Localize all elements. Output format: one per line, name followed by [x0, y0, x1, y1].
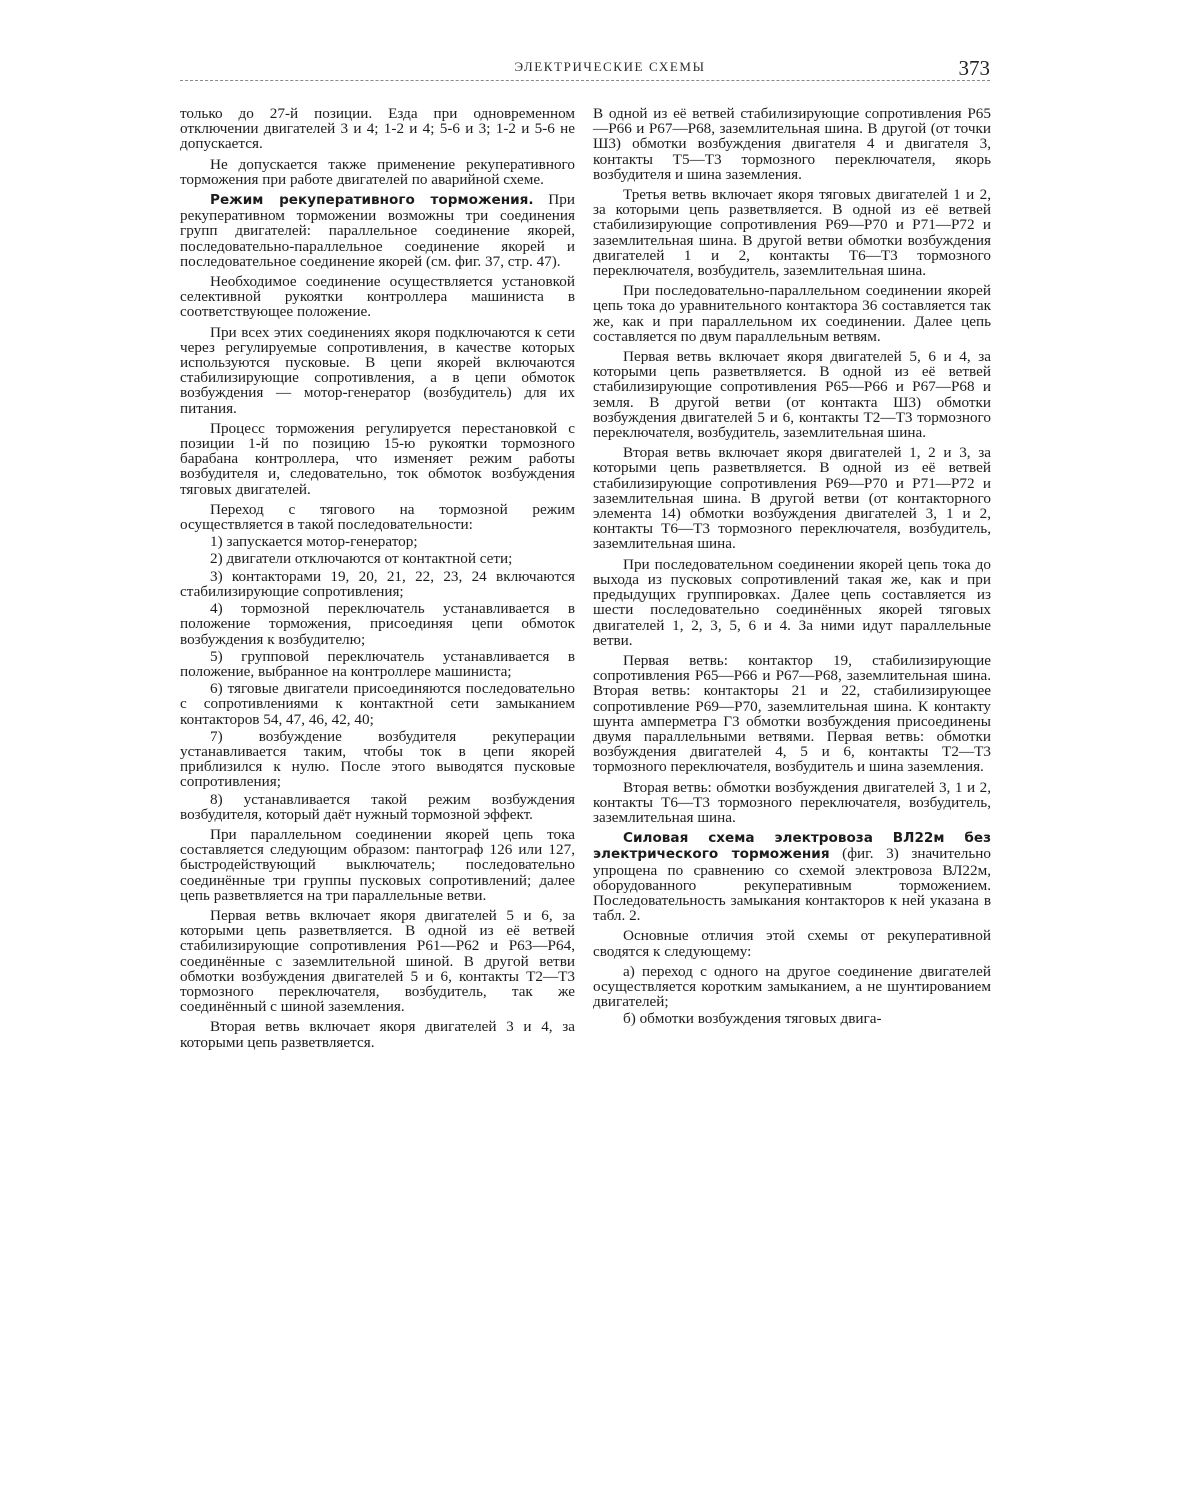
list-item: а) переход с одного на другое соединение двигателей осуществляется коротким замыканием, а не шунтированием двигателей; [593, 962, 991, 1011]
running-head [180, 56, 990, 86]
list-item: 5) групповой переключатель устанавливается в положение, выбранное на контроллере машиниста; [180, 647, 575, 680]
paragraph: Основные отличия этой схемы от рекуперативной сводятся к следующему: [593, 927, 991, 960]
list-item: 4) тормозной переключатель устанавливается в положение торможения, присоединяя цепи обмоток возбуждения к возбудителю; [180, 600, 575, 648]
header-rule [180, 80, 990, 81]
paragraph-text: (фиг. 3) значительно упрощена по сравнению со схемой электровоза ВЛ22м, оборудованного рекуперативным торможением. Последовательность замыкания контакторов к ней указана в табл. 2. [593, 845, 991, 925]
paragraph: только до 27-й позиции. Езда при одновременном отключении двигателей 3 и 4; 1-2 и 4; 5-6 и 3; 1-2 и 5-6 не допускается. [180, 105, 575, 153]
run-in-heading: Режим рекуперативного торможения. [210, 192, 534, 209]
paragraph: Переход с тягового на тормозной режим осуществляется в такой последовательности: [180, 500, 575, 534]
paragraph: Необходимое соединение осуществляется установкой селективной рукоятки контроллера машиниста в соответствующее положение. [180, 273, 575, 321]
paragraph-text: При рекуперативном торможении возможны три соединения групп двигателей: параллельное соединение якорей, последовательно-параллельное соединение якорей и последовательное соединение якорей (см. фиг. 37, стр. 47). [180, 191, 575, 270]
paragraph: Первая ветвь включает якоря двигателей 5 и 6, за которыми цепь разветвляется. В одной из её ветвей стабилизирующие сопротивления Р61—Р62 и Р63—Р64, соединённые с заземлительной шиной. В другой ветви обмотки возбуждения двигателей 5 и 6, контакты Т2—Т3 тормозного переключателя, возбудитель, так же соединённый с шиной заземления. [180, 906, 575, 1016]
paragraph: При последовательно-параллельном соединении якорей цепь тока до уравнительного контактора 36 составляется так же, как и при параллельном их соединении. Далее цепь составляется по двум параллельным ветвям. [593, 282, 991, 345]
run-in-heading: Силовая схема электровоза ВЛ22м без электрического торможения [593, 830, 991, 863]
paragraph-with-heading [593, 830, 991, 923]
list-item: 2) двигатели отключаются от контактной сети; [210, 550, 513, 568]
right-column [593, 106, 991, 1029]
list-item: 8) устанавливается такой режим возбуждения возбудителя, который даёт нужный тормозной эффект. [180, 790, 575, 823]
running-head-title: ЭЛЕКТРИЧЕСКИЕ СХЕМЫ [514, 59, 706, 74]
paragraph-with-heading [180, 192, 575, 269]
list-item: 3) контакторами 19, 20, 21, 22, 23, 24 включаются стабилизирующие сопротивления; [180, 567, 575, 600]
paragraph: При всех этих соединениях якоря подключаются к сети через регулируемые сопротивления, в качестве которых используются пусковые. В цепи якорей включаются стабилизирующие сопротивления, а в цепи обмоток возбуждения — мотор-генератор (возбудитель) для их питания. [180, 323, 575, 417]
list-item: 1) запускается мотор-генератор; [210, 533, 418, 551]
list-item: 7) возбуждение возбудителя рекуперации устанавливается таким, чтобы ток в цепи якорей приблизился к нулю. После этого выводятся пусковые сопротивления; [180, 727, 575, 791]
paragraph: Первая ветвь включает якоря двигателей 5, 6 и 4, за которыми цепь разветвляется. В одной из её ветвей стабилизирующие сопротивления Р65—Р66 и Р67—Р68 и земля. В другой ветви (от контакта Ш3) обмотки возбуждения двигателей 5 и 6, контакты Т2—Т3 тормозного переключателя, возбудитель, заземлительная шина. [593, 348, 991, 442]
paragraph: Третья ветвь включает якоря тяговых двигателей 1 и 2, за которыми цепь разветвляется. В одной из её ветвей стабилизирующие сопротивления Р69—Р70 и Р71—Р72 и заземлительная шина. В другой ветви обмотки возбуждения двигателей 1 и 2, контакты Т6—Т3 тормозного переключателя, возбудитель, заземлительная шина. [593, 186, 991, 280]
paragraph: Первая ветвь: контактор 19, стабилизирующие сопротивления Р65—Р66 и Р67—Р68, заземлительная шина. Вторая ветвь: контакторы 21 и 22, стабилизирующее сопротивление Р69—Р70, заземлительная шина. К контакту шунта амперметра Г3 обмотки возбуждения присоединены двумя параллельными ветвями. Первая ветвь: обмотки возбуждения двигателей 4, 5 и 6, контакты Т2—Т3 тормозного переключателя, возбудитель и шина заземления. [593, 651, 991, 776]
list-item: б) обмотки возбуждения тяговых двига- [623, 1010, 882, 1028]
paragraph: Процесс торможения регулируется перестановкой с позиции 1-й по позицию 15-ю рукоятки тормозного барабана контроллера, что изменяет режим работы возбудителя и, следовательно, ток обмоток возбуждения тяговых двигателей. [180, 419, 575, 498]
list-item: 6) тяговые двигатели присоединяются последовательно с сопротивлениями к контактной сети замыканием контакторов 54, 47, 46, 42, 40; [180, 680, 575, 728]
left-column [180, 106, 575, 1055]
paragraph: Вторая ветвь включает якоря двигателей 1, 2 и 3, за которыми цепь разветвляется. В одной из её ветвей стабилизирующие сопротивления Р69—Р70 и Р71—Р72 и заземлительная шина. В другой ветви (от контакторного элемента 14) обмотки возбуждения двигателей 3, 1 и 2, контакты Т6—Т3 тормозного переключателя, возбудитель, заземлительная шина. [593, 444, 991, 553]
paragraph: При последовательном соединении якорей цепь тока до выхода из пусковых сопротивлений такая же, как и при предыдущих группировках. Далее цепь составляется из шести последовательно соединённых якорей тяговых двигателей 1, 2, 3, 5, 6 и 4. За ними идут параллельные ветви. [593, 555, 991, 649]
paragraph: Не допускается также применение рекуперативного торможения при работе двигателей по аварийной схеме. [180, 155, 575, 188]
paragraph: В одной из её ветвей стабилизирующие сопротивления Р65—Р66 и Р67—Р68, заземлительная шина. В другой (от точки Ш3) обмотки возбуждения двигателя 4 и двигателя 3, контакты Т5—Т3 тормозного переключателя, якорь возбудителя и шина заземления. [593, 105, 991, 183]
page-number: 373 [958, 56, 990, 80]
paragraph: Вторая ветвь: обмотки возбуждения двигателей 3, 1 и 2, контакты Т6—Т3 тормозного переключателя, возбудитель, заземлительная шина. [593, 778, 991, 826]
paragraph: При параллельном соединении якорей цепь тока составляется следующим образом: пантограф 126 или 127, быстродействующий выключатель; последовательно соединённые три группы пусковых сопротивлений; далее цепь разветвляется на три параллельные ветви. [180, 825, 575, 904]
paragraph: Вторая ветвь включает якоря двигателей 3 и 4, за которыми цепь разветвляется. [180, 1018, 575, 1051]
